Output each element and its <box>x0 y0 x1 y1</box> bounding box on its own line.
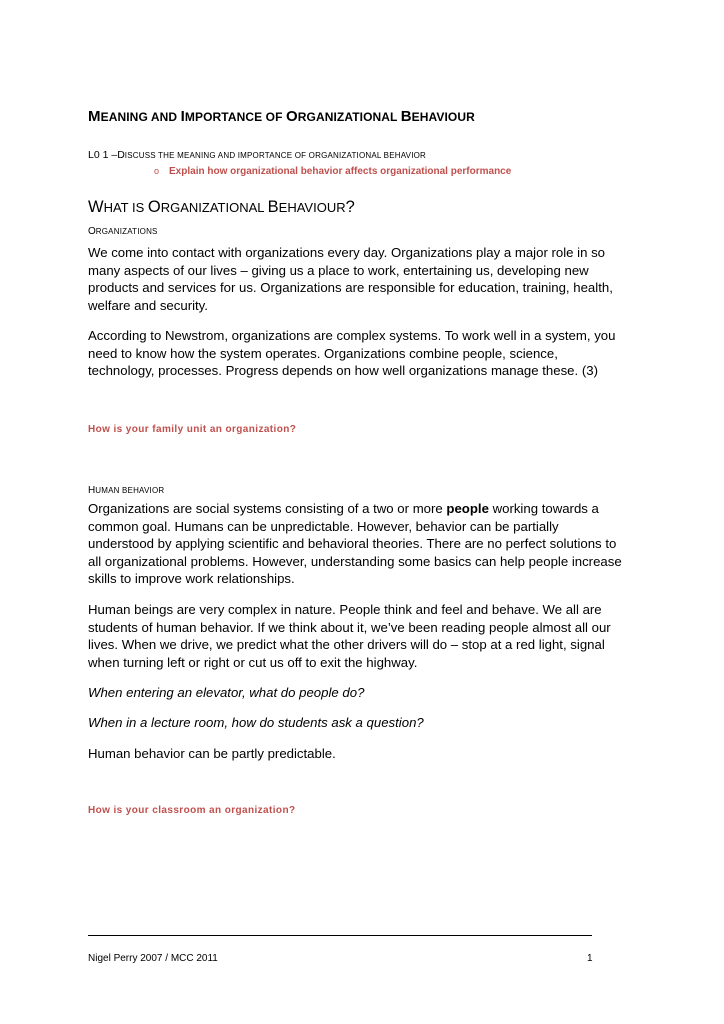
subheading-human-behavior: HUMAN BEHAVIOR <box>88 485 165 496</box>
learning-outcome: L0 1 –DISCUSS THE MEANING AND IMPORTANCE OF ORGANIZATIONAL BEHAVIOR <box>88 149 427 161</box>
organizations-paragraph-1: We come into contact with organizations every day. Organizations play a major role in so many aspects of our lives – giving us a place to work, entertaining us, developing new products and services for us. Organizations are responsible for education, training, health, welfare and security. <box>88 245 613 313</box>
italic-question-lecture: When in a lecture room, how do students ask a question? <box>88 715 424 730</box>
page-number: 1 <box>587 953 593 964</box>
outcome-bullet <box>154 166 511 177</box>
bullet-text: Explain how organizational behavior affects organizational performance <box>169 166 512 177</box>
closing-statement: Human behavior can be partly predictable. <box>88 746 336 761</box>
bullet-mark: o <box>154 166 160 176</box>
section-heading: WHAT IS ORGANIZATIONAL BEHAVIOUR? <box>88 198 355 216</box>
footer-credit: Nigel Perry 2007 / MCC 2011 <box>88 953 218 964</box>
organizations-paragraph-2: According to Newstrom, organizations are complex systems. To work well in a system, you need to know how the system operates. Organizations combine people, science, technology, processes. Progress depends on how well organizations manage these. (3) <box>88 328 616 378</box>
question-family-unit: How is your family unit an organization? <box>88 424 297 435</box>
subheading-organizations: ORGANIZATIONS <box>88 226 158 237</box>
footer-rule <box>88 935 592 936</box>
question-classroom: How is your classroom an organization? <box>88 805 296 816</box>
document-title: MEANING AND IMPORTANCE OF ORGANIZATIONAL BEHAVIOUR <box>88 108 475 125</box>
italic-question-elevator: When entering an elevator, what do people do? <box>88 685 365 700</box>
human-paragraph-1: Organizations are social systems consisting of a two or more people working towards a common goal. Humans can be unpredictable. However, behavior can be partially understood by applying scientific and behavioral theories. There are no perfect solutions to all organizational problems. However, understanding some basics can help people increase skills to improve work relationships. <box>88 501 622 586</box>
human-paragraph-2: Human beings are very complex in nature. People think and feel and behave. We all are students of human behavior. If we think about it, we’ve been reading people almost all our lives. When we drive, we predict what the other drivers will do – stop at a red light, signal when turning left or right or cut us off to exit the highway. <box>88 602 611 670</box>
